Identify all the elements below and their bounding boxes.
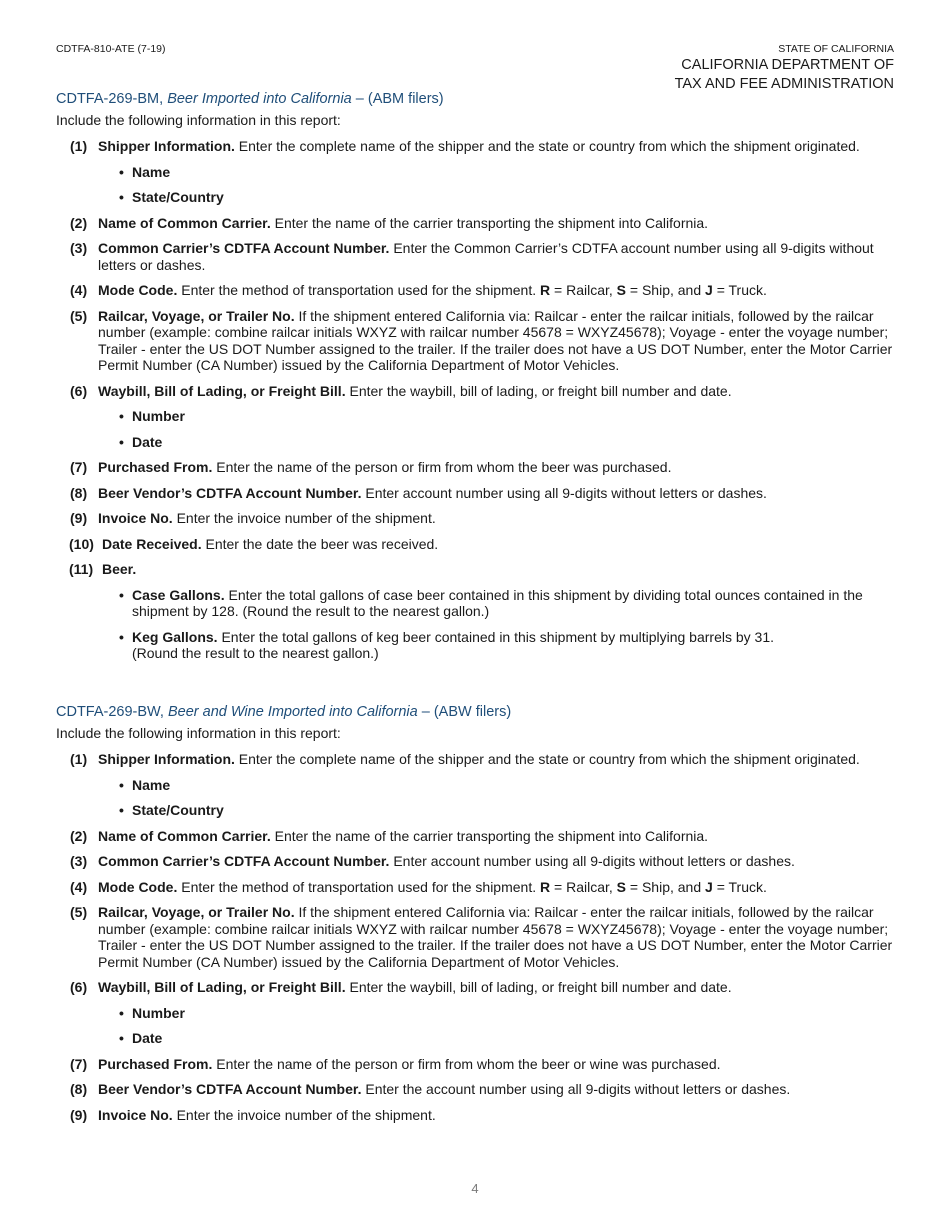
mode-code-s: S xyxy=(616,282,626,298)
item-number: (9) xyxy=(70,510,88,526)
item-label: Railcar, Voyage, or Trailer No. xyxy=(98,904,295,920)
list-item xyxy=(56,751,898,768)
bullet-icon: • xyxy=(119,1030,124,1046)
item-number: (3) xyxy=(70,240,88,256)
list-item xyxy=(56,879,898,896)
bullet-label: Name xyxy=(132,776,171,793)
bullet-icon: • xyxy=(119,802,124,818)
item-text: Enter the method of transportation used for the shipment. xyxy=(177,282,540,298)
bullet-text: Enter the total gallons of case beer contained in this shipment by dividing total ounces contained in the shipment by 128. (Round the result to the nearest gallon.) xyxy=(132,586,863,619)
item-number: (3) xyxy=(70,853,88,869)
item-label: Mode Code. xyxy=(98,282,178,298)
item-label: Shipper Information. xyxy=(98,138,235,154)
bullet-label: Keg Gallons. xyxy=(132,628,218,645)
mode-text: = Railcar, xyxy=(550,282,617,298)
list-item xyxy=(56,1056,898,1073)
bullet-label: Number xyxy=(132,408,185,424)
list-item xyxy=(56,215,898,232)
item-number: (11) xyxy=(69,561,94,577)
item-text: If the shipment entered California via: Railcar - enter the railcar initials, followed by the railcar number (example: combine railcar initials WXYZ with railcar number 45678 = WXYZ45678); Voyage - enter the voyage number; Trailer - enter the US DOT Number assigned to the trailer. If the trailer does not have a US DOT Number, enter the Motor Carrier Permit Number (CA Number) issued by the California Department of Motor Vehicles. xyxy=(98,307,893,373)
section-269-bw xyxy=(56,703,898,1123)
item-number: (10) xyxy=(69,535,94,552)
department-line-2: TAX AND FEE ADMINISTRATION xyxy=(674,76,894,92)
item-text: Enter the invoice number of the shipment. xyxy=(172,510,436,526)
mode-text: = Truck. xyxy=(712,878,767,895)
item-label: Name of Common Carrier. xyxy=(98,214,271,231)
item-label: Beer. xyxy=(102,561,137,577)
bullet-label: State/Country xyxy=(132,189,224,205)
bullet-icon: • xyxy=(119,776,124,793)
filer-type: – (ABM filers) xyxy=(351,91,444,107)
item-label: Waybill, Bill of Lading, or Freight Bill. xyxy=(98,979,346,995)
mode-code-s: S xyxy=(616,878,626,895)
bullet-icon: • xyxy=(119,189,124,205)
list-item xyxy=(56,459,898,476)
item-number: (6) xyxy=(70,382,88,399)
bullet-item xyxy=(56,1030,898,1047)
item-text: Enter account number using all 9-digits without letters or dashes. xyxy=(361,484,767,501)
bullet-item xyxy=(56,434,898,451)
bullet-icon: • xyxy=(119,163,124,180)
bullet-icon: • xyxy=(119,1004,124,1021)
item-label: Purchased From. xyxy=(98,1055,213,1072)
list-item xyxy=(56,853,898,870)
item-label: Mode Code. xyxy=(98,878,178,895)
item-label: Invoice No. xyxy=(98,510,173,526)
list-item xyxy=(56,904,898,970)
mode-text: = Ship, and xyxy=(626,282,706,298)
mode-text: = Railcar, xyxy=(550,878,617,895)
list-item xyxy=(56,1081,898,1098)
bullet-icon: • xyxy=(119,586,124,603)
mode-code-j: J xyxy=(705,878,713,895)
item-number: (1) xyxy=(70,138,88,154)
item-number: (2) xyxy=(70,214,88,231)
bullet-label: Name xyxy=(132,163,171,180)
item-label: Common Carrier’s CDTFA Account Number. xyxy=(98,240,390,256)
item-text: Enter the waybill, bill of lading, or freight bill number and date. xyxy=(345,382,732,399)
item-number: (7) xyxy=(70,1055,88,1072)
item-label: Purchased From. xyxy=(98,459,213,475)
item-text: If the shipment entered California via: Railcar - enter the railcar initials, followed by the railcar number (example: combine railcar initials WXYZ with railcar number 45678 = WXYZ45678); Voyage - enter the voyage number; Trailer - enter the US DOT Number assigned to the trailer. If the trailer does not have a US DOT Number, enter the Motor Carrier Permit Number (CA Number) issued by the California Department of Motor Vehicles. xyxy=(98,904,893,970)
item-number: (1) xyxy=(70,751,88,767)
item-text: Enter the invoice number of the shipment. xyxy=(172,1106,436,1123)
mode-code-j: J xyxy=(705,282,713,298)
list-item xyxy=(56,828,898,845)
agency-block xyxy=(675,43,894,93)
item-text: Enter the name of the person or firm from whom the beer or wine was purchased. xyxy=(212,1055,721,1072)
mode-code-r: R xyxy=(540,282,551,298)
item-number: (5) xyxy=(70,904,88,920)
item-number: (8) xyxy=(70,1081,88,1097)
bullet-label: Date xyxy=(132,1030,163,1046)
item-label: Name of Common Carrier. xyxy=(98,827,271,844)
item-text: Enter the name of the person or firm from whom the beer was purchased. xyxy=(212,459,672,475)
bullet-item xyxy=(56,802,898,819)
department-line-1: CALIFORNIA DEPARTMENT OF xyxy=(681,57,894,73)
form-code: CDTFA-269-BW, xyxy=(56,704,168,720)
bullet-icon: • xyxy=(119,628,124,645)
page-number: 4 xyxy=(471,1181,479,1196)
item-text: Enter the method of transportation used for the shipment. xyxy=(177,878,540,895)
item-number: (7) xyxy=(70,459,88,475)
form-id: CDTFA-810-ATE (7-19) xyxy=(56,43,166,55)
form-name: Beer and Wine Imported into California xyxy=(168,704,418,720)
item-label: Date Received. xyxy=(102,535,202,552)
section-title xyxy=(56,90,898,108)
item-text: Enter the account number using all 9-digits without letters or dashes. xyxy=(361,1081,791,1097)
item-label: Shipper Information. xyxy=(98,751,235,767)
bullet-item xyxy=(56,164,898,181)
bullet-icon: • xyxy=(119,408,124,424)
bullet-text: (Round the result to the nearest gallon.) xyxy=(132,645,379,661)
bullet-item xyxy=(56,408,898,425)
item-text: Enter the complete name of the shipper and the state or country from which the shipment originated. xyxy=(234,751,860,767)
bullet-item xyxy=(56,777,898,794)
state-label: STATE OF CALIFORNIA xyxy=(778,43,894,55)
item-number: (9) xyxy=(70,1106,88,1123)
bullet-item xyxy=(56,189,898,206)
form-code: CDTFA-269-BM, xyxy=(56,91,168,107)
section-title xyxy=(56,703,898,721)
filer-type: – (ABW filers) xyxy=(417,704,512,720)
item-text: Enter the Common Carrier’s CDTFA account number using all 9-digits without letters or dashes. xyxy=(98,240,874,273)
bullet-label: Case Gallons. xyxy=(132,586,225,603)
bullet-icon: • xyxy=(119,433,124,450)
item-number: (4) xyxy=(70,878,88,895)
bullet-item xyxy=(56,629,898,662)
bullet-label: State/Country xyxy=(132,802,224,818)
mode-text: = Truck. xyxy=(712,282,767,298)
mode-text: = Ship, and xyxy=(626,878,706,895)
item-text: Enter the complete name of the shipper and the state or country from which the shipment originated. xyxy=(234,138,860,154)
item-text: Enter the name of the carrier transporting the shipment into California. xyxy=(270,827,709,844)
item-label: Beer Vendor’s CDTFA Account Number. xyxy=(98,484,362,501)
bullet-text: Enter the total gallons of keg beer contained in this shipment by multiplying barrels by 31. xyxy=(217,628,775,645)
item-label: Waybill, Bill of Lading, or Freight Bill. xyxy=(98,382,346,399)
form-name: Beer Imported into California xyxy=(167,91,352,107)
item-number: (4) xyxy=(70,282,88,298)
bullet-label: Number xyxy=(132,1004,185,1021)
list-item xyxy=(56,510,898,527)
item-label: Invoice No. xyxy=(98,1106,173,1123)
mode-code-r: R xyxy=(540,878,551,895)
bullet-item xyxy=(56,1005,898,1022)
list-item xyxy=(56,240,898,273)
section-269-bm xyxy=(56,90,898,662)
item-label: Beer Vendor’s CDTFA Account Number. xyxy=(98,1081,362,1097)
list-item xyxy=(56,536,898,553)
item-number: (8) xyxy=(70,484,88,501)
item-text: Enter the name of the carrier transporting the shipment into California. xyxy=(270,214,709,231)
list-item xyxy=(56,383,898,400)
item-label: Common Carrier’s CDTFA Account Number. xyxy=(98,853,390,869)
list-item xyxy=(56,138,898,155)
bullet-item xyxy=(56,587,898,620)
item-number: (6) xyxy=(70,979,88,995)
list-item xyxy=(56,485,898,502)
list-item xyxy=(56,282,898,299)
item-text: Enter account number using all 9-digits without letters or dashes. xyxy=(389,853,795,869)
section-intro: Include the following information in this report: xyxy=(56,112,341,128)
item-number: (2) xyxy=(70,827,88,844)
list-item xyxy=(56,308,898,374)
item-text: Enter the waybill, bill of lading, or freight bill number and date. xyxy=(345,979,732,995)
list-item xyxy=(56,1107,898,1124)
item-text: Enter the date the beer was received. xyxy=(201,535,439,552)
list-item xyxy=(56,561,898,578)
list-item xyxy=(56,979,898,996)
bullet-label: Date xyxy=(132,433,163,450)
item-label: Railcar, Voyage, or Trailer No. xyxy=(98,307,295,324)
item-number: (5) xyxy=(70,307,88,324)
section-intro: Include the following information in this report: xyxy=(56,725,341,741)
